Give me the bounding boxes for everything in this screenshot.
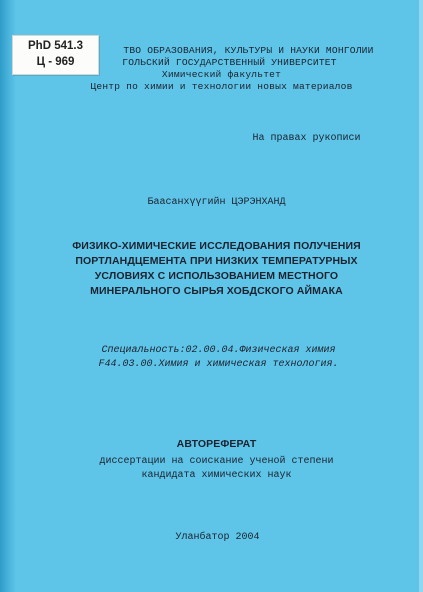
title-line-2: ПОРТЛАНДЦЕМЕНТА ПРИ НИЗКИХ ТЕМПЕРАТУРНЫХ: [75, 255, 358, 267]
abstract-line-2: кандидата химических наук: [141, 470, 292, 481]
call-number-line-2: Ц - 969: [36, 56, 75, 68]
ministry-line: ТВО ОБРАЗОВАНИЯ, КУЛЬТУРЫ И НАУКИ МОНГОЛИИ: [123, 45, 374, 56]
faculty-line: Химический факультет: [161, 69, 282, 80]
abstract-line-1: диссертации на соискание ученой степени: [99, 456, 334, 467]
center-line: Центр по химии и технологии новых материалов: [90, 81, 353, 92]
specialty-line-1: Специальность:02.00.04.Физическая химия: [101, 345, 336, 356]
title-line-3: УСЛОВИЯХ С ИСПОЛЬЗОВАНИЕМ МЕСТНОГО: [94, 270, 339, 282]
manuscript-rights: На правах рукописи: [252, 133, 361, 144]
university-line: ГОЛЬСКИЙ ГОСУДАРСТВЕННЫЙ УНИВЕРСИТЕТ: [122, 57, 337, 68]
call-number-line-1: PhD 541.3: [28, 40, 83, 52]
title-line-4: МИНЕРАЛЬНОГО СЫРЬЯ ХОБДСКОГО АЙМАКА: [90, 285, 343, 297]
title-line-1: ФИЗИКО-ХИМИЧЕСКИЕ ИССЛЕДОВАНИЯ ПОЛУЧЕНИЯ: [72, 240, 361, 252]
abstract-heading: АВТОРЕФЕРАТ: [176, 438, 257, 450]
city-year: Уланбатор 2004: [175, 532, 260, 543]
specialty-line-2: F44.03.00.Химия и химическая технология.: [98, 359, 339, 370]
library-call-number-sticker: [12, 35, 99, 75]
author-name: Баасанхүүгийн ЦЭРЭНХАНД: [147, 197, 286, 208]
